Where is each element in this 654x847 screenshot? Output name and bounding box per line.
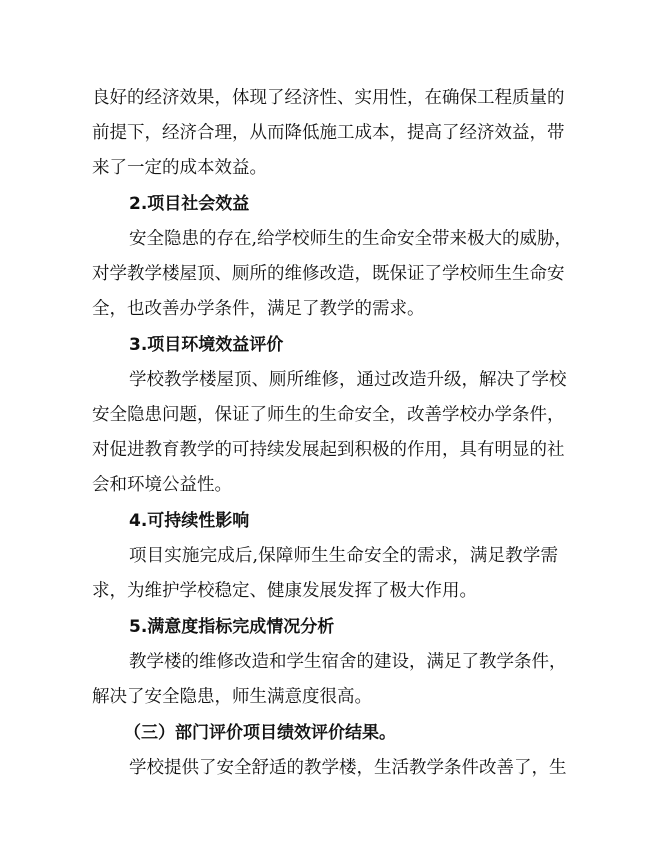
body-text-line: 安全隐患问题，保证了师生的生命安全，改善学校办学条件， (92, 405, 565, 425)
body-text-line: 安全隐患的存在,给学校师生的生命安全带来极大的威胁， (129, 229, 573, 249)
body-text-line: 全，也改善办学条件，满足了教学的需求。 (92, 299, 425, 319)
section-heading-environment-benefit: 3.项目环境效益评价 (129, 335, 284, 355)
section-heading-social-benefit: 2.项目社会效益 (129, 194, 250, 214)
body-text-line: 学校教学楼屋顶、厕所维修，通过改造升级，解决了学校 (129, 370, 567, 390)
body-text-line: 项目实施完成后,保障师生生命安全的需求，满足教学需 (129, 546, 558, 566)
section-heading-sustainability: 4.可持续性影响 (129, 511, 250, 531)
section-heading-satisfaction: 5.满意度指标完成情况分析 (129, 617, 335, 637)
body-text-line: 求，为维护学校稳定、健康发展发挥了极大作用。 (92, 581, 477, 601)
body-text-line: 前提下，经济合理，从而降低施工成本，提高了经济效益，带 (92, 123, 565, 143)
body-text-line: 对学教学楼屋顶、厕所的维修改造，既保证了学校师生生命安 (92, 264, 565, 284)
body-text-line: 解决了安全隐患，师生满意度很高。 (92, 687, 372, 707)
body-text-line: 来了一定的成本效益。 (92, 158, 267, 178)
body-text-line: 教学楼的维修改造和学生宿舍的建设，满足了教学条件， (129, 652, 567, 672)
body-text-line: 良好的经济效果，体现了经济性、实用性，在确保工程质量的 (92, 88, 565, 108)
body-text-line: 对促进教育教学的可持续发展起到积极的作用，具有明显的社 (92, 440, 565, 460)
body-text-line: 学校提供了安全舒适的教学楼，生活教学条件改善了，生 (129, 758, 567, 778)
body-text-line: 会和环境公益性。 (92, 475, 232, 495)
section-heading-evaluation-result: （三）部门评价项目绩效评价结果。 (124, 723, 396, 743)
